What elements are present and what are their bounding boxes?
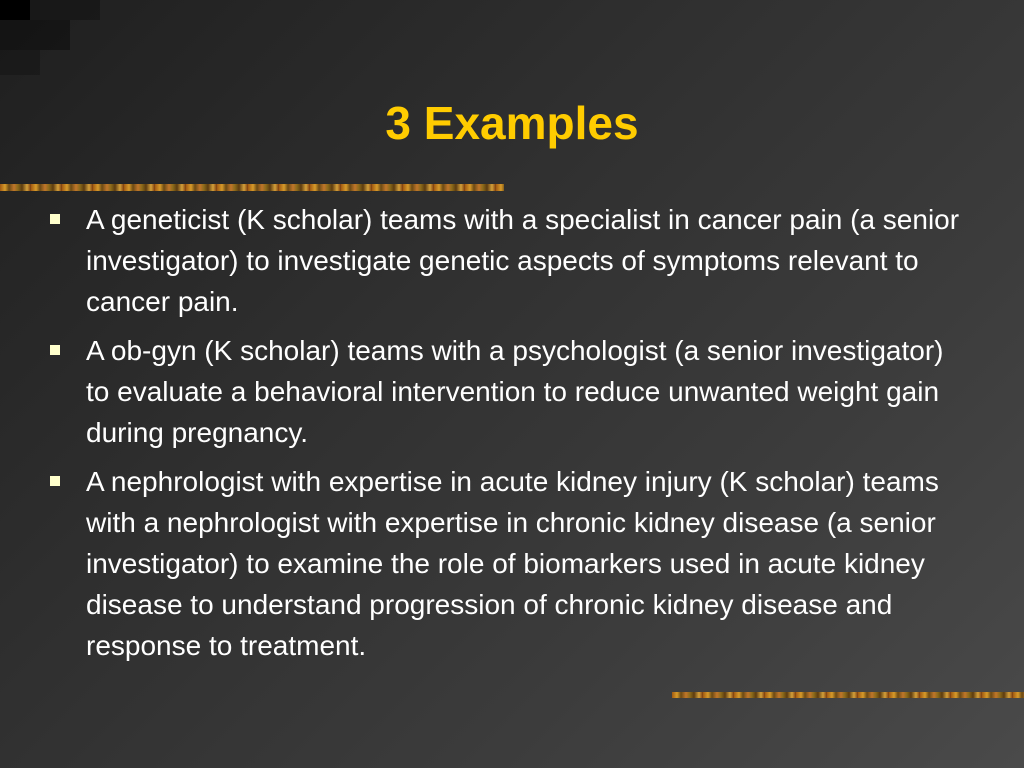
bullet-list <box>46 199 966 674</box>
corner-decoration <box>0 0 110 80</box>
corner-block <box>0 0 30 20</box>
list-item <box>46 199 966 322</box>
list-item <box>46 461 966 666</box>
square-bullet-icon <box>50 476 60 486</box>
bullet-text: A ob-gyn (K scholar) teams with a psychologist (a senior investigator) to evaluate a behavioral intervention to reduce unwanted weight gain during pregnancy. <box>86 335 944 448</box>
corner-block <box>0 20 70 50</box>
square-bullet-icon <box>50 214 60 224</box>
square-bullet-icon <box>50 345 60 355</box>
list-item <box>46 330 966 453</box>
corner-block <box>30 0 100 20</box>
bullet-text: A nephrologist with expertise in acute kidney injury (K scholar) teams with a nephrologist with expertise in chronic kidney disease (a senior investigator) to examine the role of biomarkers used in acute kidney disease to understand progression of chronic kidney disease and response to treatment. <box>86 466 939 661</box>
title-divider-bar <box>0 184 504 191</box>
bottom-divider-bar <box>672 692 1024 698</box>
slide-title: 3 Examples <box>385 97 639 149</box>
bullet-text: A geneticist (K scholar) teams with a specialist in cancer pain (a senior investigator) to investigate genetic aspects of symptoms relevant to cancer pain. <box>86 204 960 317</box>
corner-block <box>0 50 40 75</box>
